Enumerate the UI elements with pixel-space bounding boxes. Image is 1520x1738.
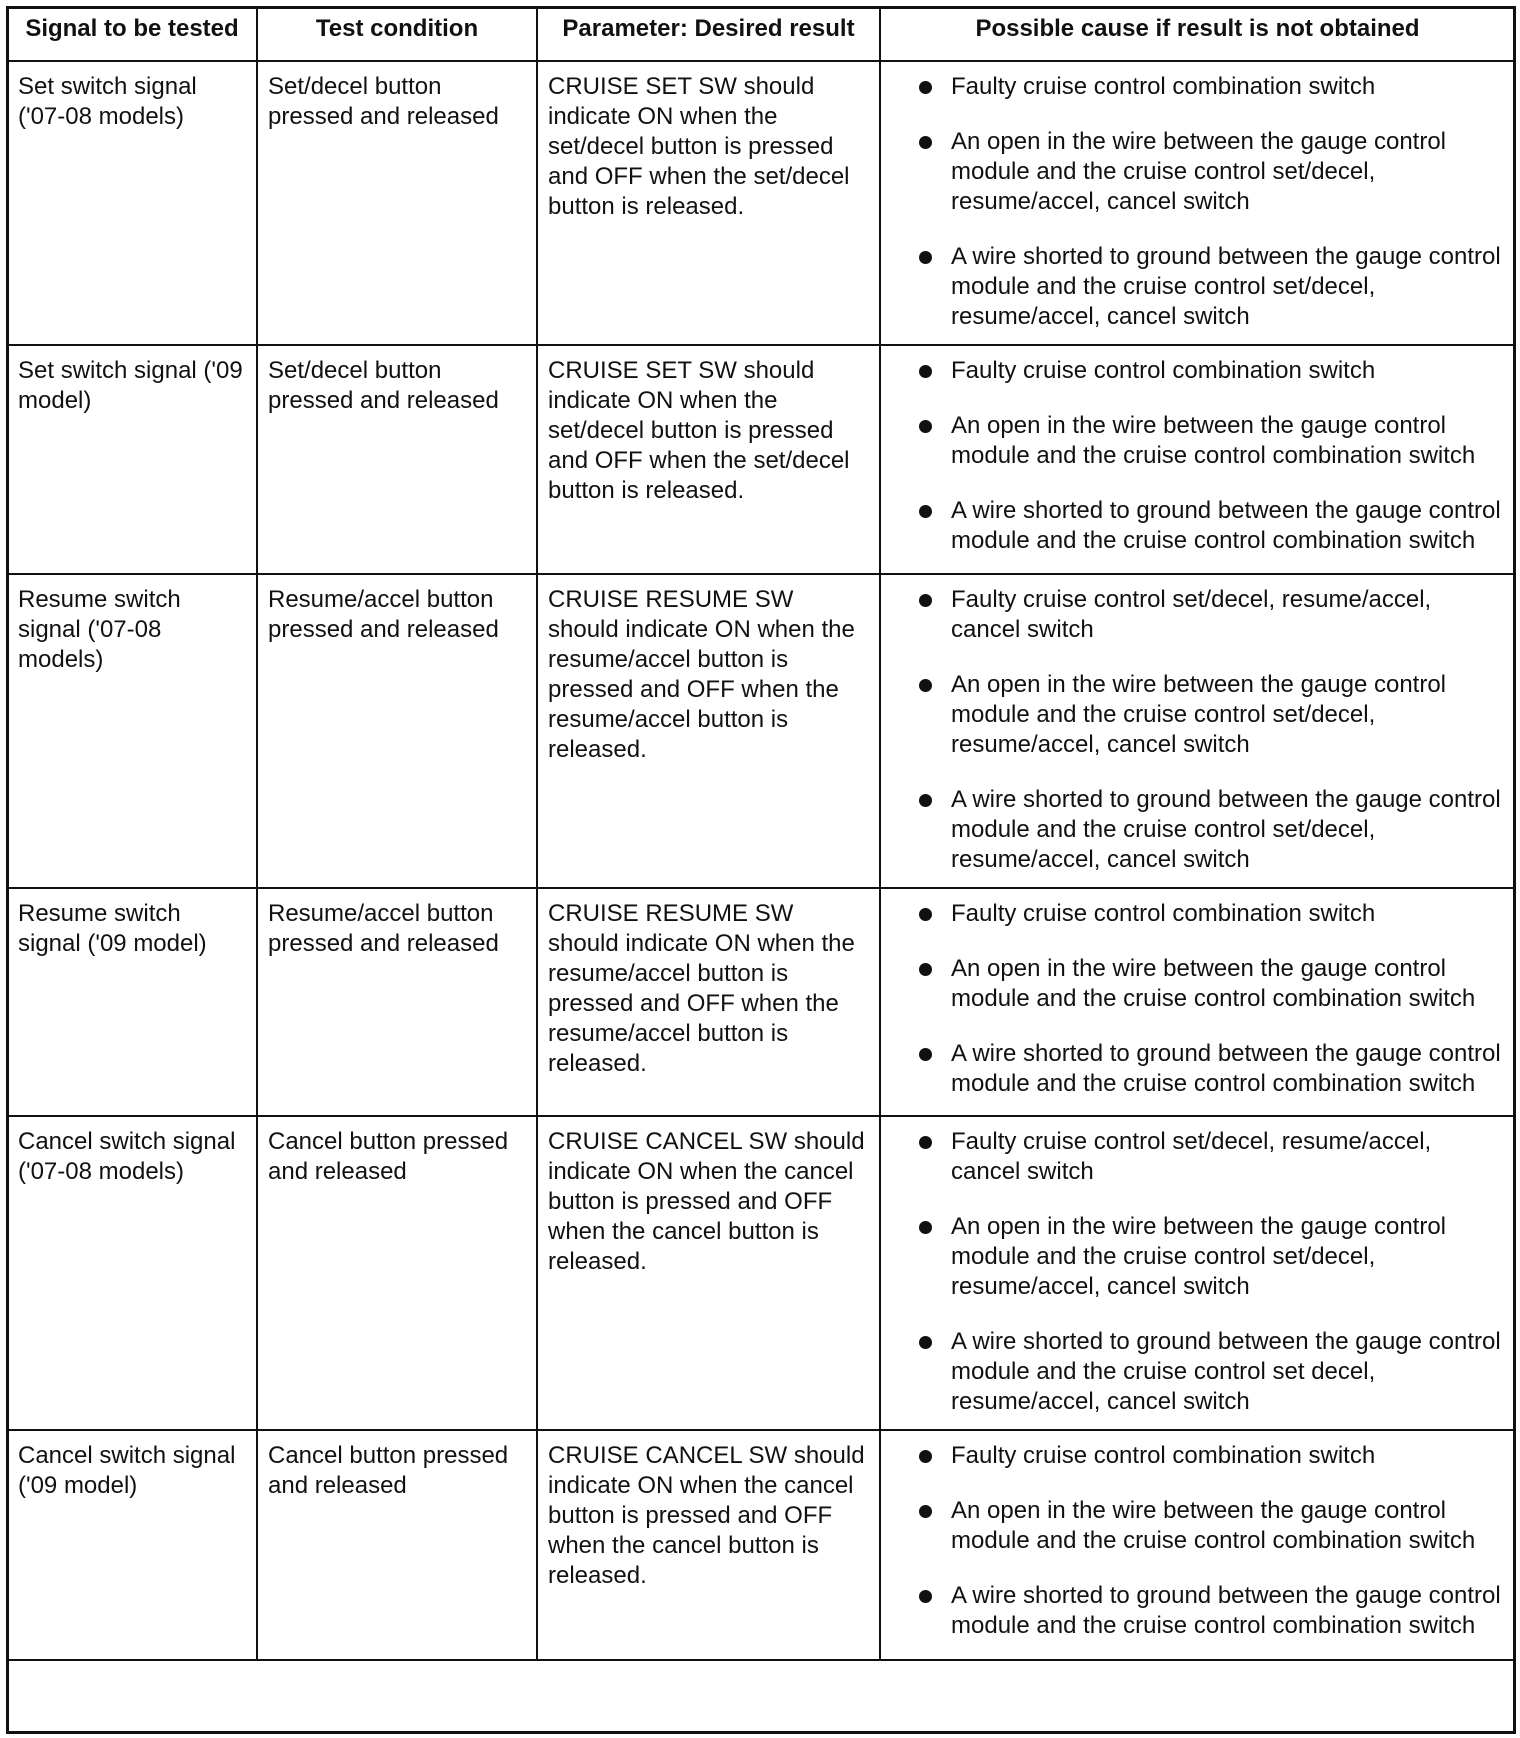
cause-cell	[880, 888, 1515, 1116]
table-row	[7, 1430, 1515, 1660]
cause-list	[891, 356, 1504, 556]
cause-item	[891, 670, 1504, 760]
cause-text: Faulty cruise control set/decel, resume/accel, cancel switch	[951, 1128, 1432, 1185]
cause-text: A wire shorted to ground between the gauge control module and the cruise control combination switch	[951, 1040, 1501, 1097]
signal-cell: Resume switch signal ('07-08 models)	[7, 574, 257, 888]
bullet-icon	[919, 679, 932, 692]
condition-cell: Cancel button pressed and released	[257, 1116, 537, 1430]
cause-item	[891, 72, 1504, 102]
cause-list	[891, 899, 1504, 1099]
cause-item	[891, 1441, 1504, 1471]
bullet-icon	[919, 1336, 932, 1349]
cause-item	[891, 242, 1504, 332]
condition-cell: Resume/accel button pressed and released	[257, 888, 537, 1116]
signal-cell: Resume switch signal ('09 model)	[7, 888, 257, 1116]
parameter-cell: CRUISE SET SW should indicate ON when the set/decel button is pressed and OFF when the set/decel button is released.	[537, 345, 880, 574]
diagnostic-table	[6, 6, 1516, 1661]
cause-cell	[880, 1430, 1515, 1660]
cause-text: Faulty cruise control combination switch	[951, 357, 1376, 384]
diagnostic-table-container	[6, 6, 1514, 1661]
cause-list	[891, 1441, 1504, 1641]
cause-item	[891, 496, 1504, 556]
bullet-icon	[919, 963, 932, 976]
cause-item	[891, 127, 1504, 217]
bullet-icon	[919, 1221, 932, 1234]
cause-text: A wire shorted to ground between the gauge control module and the cruise control set/decel, resume/accel, cancel switch	[951, 786, 1501, 873]
cause-cell	[880, 61, 1515, 345]
cause-item	[891, 1581, 1504, 1641]
table-row	[7, 345, 1515, 574]
cause-text: A wire shorted to ground between the gauge control module and the cruise control combination switch	[951, 497, 1501, 554]
signal-cell: Set switch signal ('09 model)	[7, 345, 257, 574]
header-row	[7, 7, 1515, 61]
table-body	[7, 61, 1515, 1660]
cause-text: A wire shorted to ground between the gauge control module and the cruise control set decel, resume/accel, cancel switch	[951, 1328, 1501, 1415]
cause-cell	[880, 345, 1515, 574]
bullet-icon	[919, 1505, 932, 1518]
cause-item	[891, 356, 1504, 386]
parameter-cell: CRUISE RESUME SW should indicate ON when the resume/accel button is pressed and OFF when the resume/accel button is released.	[537, 574, 880, 888]
cause-text: An open in the wire between the gauge control module and the cruise control set/decel, resume/accel, cancel switch	[951, 1213, 1447, 1300]
signal-cell: Cancel switch signal ('09 model)	[7, 1430, 257, 1660]
cause-text: Faulty cruise control combination switch	[951, 900, 1376, 927]
cause-text: An open in the wire between the gauge control module and the cruise control set/decel, resume/accel, cancel switch	[951, 671, 1447, 758]
header-parameter: Parameter: Desired result	[537, 7, 880, 61]
cause-item	[891, 1127, 1504, 1187]
bullet-icon	[919, 908, 932, 921]
cause-item	[891, 954, 1504, 1014]
table-row	[7, 574, 1515, 888]
bullet-icon	[919, 251, 932, 264]
cause-item	[891, 585, 1504, 645]
bullet-icon	[919, 136, 932, 149]
condition-cell: Set/decel button pressed and released	[257, 345, 537, 574]
parameter-cell: CRUISE CANCEL SW should indicate ON when the cancel button is pressed and OFF when the cancel button is released.	[537, 1430, 880, 1660]
cause-text: Faulty cruise control combination switch	[951, 73, 1376, 100]
parameter-cell: CRUISE SET SW should indicate ON when the set/decel button is pressed and OFF when the set/decel button is released.	[537, 61, 880, 345]
cause-text: An open in the wire between the gauge control module and the cruise control combination switch	[951, 1497, 1476, 1554]
parameter-cell: CRUISE CANCEL SW should indicate ON when the cancel button is pressed and OFF when the cancel button is released.	[537, 1116, 880, 1430]
cause-item	[891, 411, 1504, 471]
cause-text: Faulty cruise control combination switch	[951, 1442, 1376, 1469]
bullet-icon	[919, 794, 932, 807]
bullet-icon	[919, 1136, 932, 1149]
bullet-icon	[919, 81, 932, 94]
cause-text: Faulty cruise control set/decel, resume/accel, cancel switch	[951, 586, 1432, 643]
cause-text: An open in the wire between the gauge control module and the cruise control combination switch	[951, 955, 1476, 1012]
cause-item	[891, 899, 1504, 929]
cause-text: An open in the wire between the gauge control module and the cruise control combination switch	[951, 412, 1476, 469]
signal-cell: Cancel switch signal ('07-08 models)	[7, 1116, 257, 1430]
table-row	[7, 61, 1515, 345]
cause-item	[891, 1327, 1504, 1417]
bullet-icon	[919, 1590, 932, 1603]
cause-cell	[880, 574, 1515, 888]
table-row	[7, 1116, 1515, 1430]
cause-item	[891, 1212, 1504, 1302]
cause-text: An open in the wire between the gauge control module and the cruise control set/decel, resume/accel, cancel switch	[951, 128, 1447, 215]
cause-list	[891, 72, 1504, 332]
header-signal: Signal to be tested	[7, 7, 257, 61]
condition-cell: Cancel button pressed and released	[257, 1430, 537, 1660]
cause-list	[891, 585, 1504, 875]
condition-cell: Resume/accel button pressed and released	[257, 574, 537, 888]
condition-cell: Set/decel button pressed and released	[257, 61, 537, 345]
cause-item	[891, 785, 1504, 875]
bullet-icon	[919, 365, 932, 378]
header-condition: Test condition	[257, 7, 537, 61]
cause-item	[891, 1039, 1504, 1099]
bullet-icon	[919, 420, 932, 433]
bullet-icon	[919, 1048, 932, 1061]
bullet-icon	[919, 594, 932, 607]
parameter-cell: CRUISE RESUME SW should indicate ON when the resume/accel button is pressed and OFF when the resume/accel button is released.	[537, 888, 880, 1116]
cause-item	[891, 1496, 1504, 1556]
cause-list	[891, 1127, 1504, 1417]
cause-cell	[880, 1116, 1515, 1430]
cause-text: A wire shorted to ground between the gauge control module and the cruise control set/decel, resume/accel, cancel switch	[951, 243, 1501, 330]
header-cause: Possible cause if result is not obtained	[880, 7, 1515, 61]
bullet-icon	[919, 505, 932, 518]
cause-text: A wire shorted to ground between the gauge control module and the cruise control combination switch	[951, 1582, 1501, 1639]
signal-cell: Set switch signal ('07-08 models)	[7, 61, 257, 345]
table-row	[7, 888, 1515, 1116]
bullet-icon	[919, 1450, 932, 1463]
